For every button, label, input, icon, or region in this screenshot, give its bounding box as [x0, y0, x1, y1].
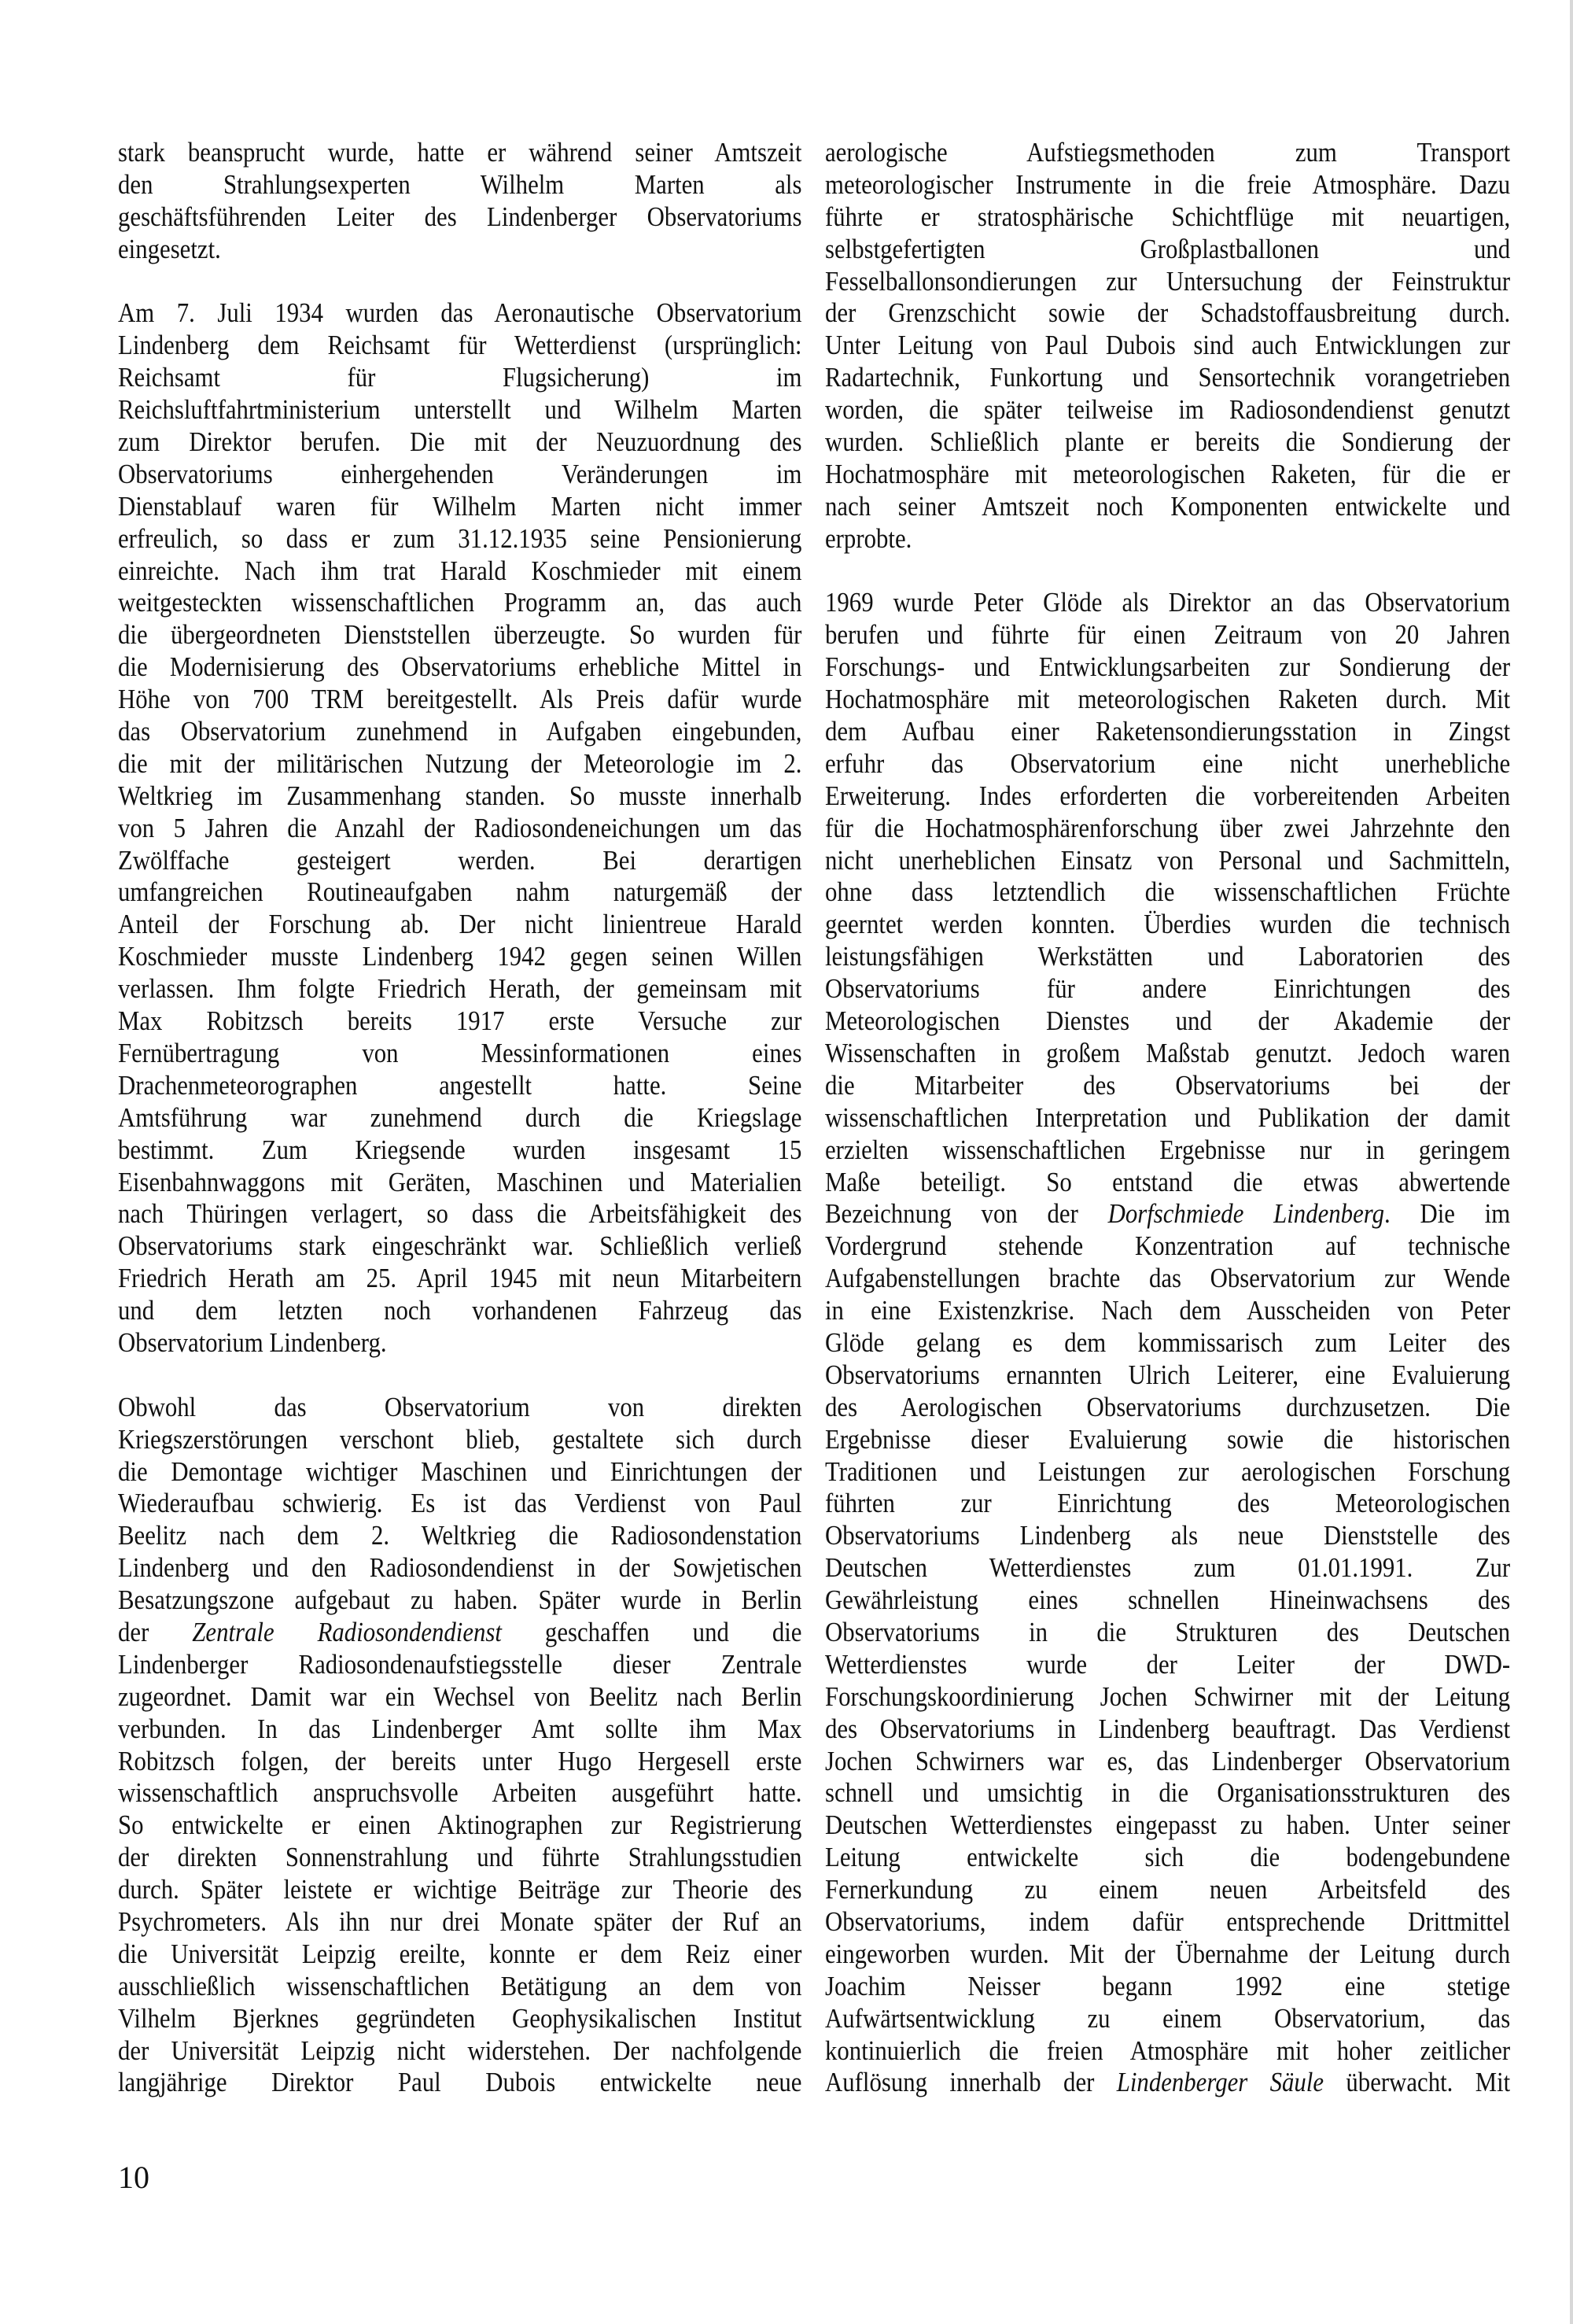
text-line: Lindenberger Radiosondenaufstiegsstelle dieser Zentrale: [118, 1648, 802, 1680]
text-line: für die Hochatmosphärenforschung über zwei Jahrzehnte den: [825, 812, 1511, 843]
text-line: leistungsfähigen Werkstätten und Laboratorien des: [825, 941, 1511, 972]
text-line: Dienstablauf waren für Wilhelm Marten nicht immer: [118, 490, 802, 522]
text-line: in eine Existenzkrise. Nach dem Ausscheiden von Peter: [825, 1295, 1511, 1326]
text-line: Aufwärtsentwicklung zu einem Observatorium, das: [825, 2002, 1511, 2034]
text-line: Observatoriums, indem dafür entsprechende Drittmittel: [825, 1905, 1511, 1937]
text-line: kontinuierlich die freien Atmosphäre mit hoher zeitlicher: [825, 2034, 1511, 2066]
text-line: Lindenberg dem Reichsamt für Wetterdienst (ursprünglich:: [118, 330, 802, 361]
text-line: selbstgefertigten Großplastballonen und: [825, 233, 1511, 264]
text-line: 1969 wurde Peter Glöde als Direktor an das Observatorium: [825, 587, 1511, 618]
paragraph: [118, 137, 801, 266]
page-number: 10: [118, 2160, 149, 2195]
text-line: stark beansprucht wurde, hatte er während seiner Amtszeit: [118, 137, 802, 168]
text-line: des Aerologischen Observatoriums durchzusetzen. Die: [825, 1391, 1511, 1422]
text-line: Psychrometers. Als ihn nur drei Monate später der Ruf an: [118, 1905, 802, 1937]
text-line: erzielten wissenschaftlichen Ergebnisse nur in geringem: [825, 1134, 1511, 1165]
text-line: der direkten Sonnenstrahlung und führte Strahlungsstudien: [118, 1842, 802, 1873]
text-line: Fernerkundung zu einem neuen Arbeitsfeld des: [825, 1874, 1511, 1905]
text-line: Hochatmosphäre mit meteorologischen Raketen, für die er: [825, 458, 1511, 489]
text-line: Jochen Schwirners war es, das Lindenberger Observatorium: [825, 1745, 1511, 1776]
text-line: Gewährleistung eines schnellen Hineinwachsens des: [825, 1584, 1511, 1616]
text-line: Deutschen Wetterdienstes eingepasst zu haben. Unter seiner: [825, 1809, 1511, 1841]
text-line: geschäftsführenden Leiter des Lindenberger Observatoriums: [118, 201, 802, 232]
text-line: führte er stratosphärische Schichtflüge mit neuartigen,: [825, 201, 1511, 232]
text-line: Leitung entwickelte sich die bodengebundene: [825, 1842, 1511, 1873]
text-line: der Universität Leipzig nicht widerstehen. Der nachfolgende: [118, 2034, 802, 2066]
text-line: Observatoriums stark eingeschränkt war. Schließlich verließ: [118, 1230, 802, 1262]
text-line: des Observatoriums in Lindenberg beauftragt. Das Verdienst: [825, 1713, 1511, 1744]
text-line: die Mitarbeiter des Observatoriums bei der: [825, 1069, 1511, 1101]
text-line: Eisenbahnwaggons mit Geräten, Maschinen und Materialien: [118, 1166, 802, 1197]
text-line: eingeworben wurden. Mit der Übernahme der Leitung durch: [825, 1938, 1511, 1969]
paragraph: [118, 1392, 801, 2100]
text-line: den Strahlungsexperten Wilhelm Marten als: [118, 168, 802, 200]
text-line: Wetterdienstes wurde der Leiter der DWD-: [825, 1648, 1511, 1680]
text-segment: der: [118, 1616, 193, 1647]
text-line: Observatoriums einhergehenden Veränderungen im: [118, 458, 802, 489]
text-line: eingesetzt.: [118, 233, 221, 264]
text-segment: Bezeichnung von der: [825, 1198, 1108, 1230]
text-line: einreichte. Nach ihm trat Harald Koschmieder mit einem: [118, 555, 802, 586]
text-line: ausschließlich wissenschaftlichen Betätigung an dem von: [118, 1970, 802, 2001]
text-line: führten zur Einrichtung des Meteorologischen: [825, 1488, 1511, 1519]
text-line: Forschungs- und Entwicklungsarbeiten zur Sondierung der: [825, 651, 1511, 683]
text-line: Observatorium Lindenberg.: [118, 1326, 387, 1358]
text-line: Max Robitzsch bereits 1917 erste Versuche zur: [118, 1005, 802, 1037]
text-line: verbunden. In das Lindenberger Amt sollte ihm Max: [118, 1713, 802, 1744]
text-line: Ergebnisse dieser Evaluierung sowie die historischen: [825, 1423, 1511, 1455]
text-line: Fesselballonsondierungen zur Untersuchung der Feinstruktur: [825, 265, 1511, 297]
text-line: dem Aufbau einer Raketensondierungsstation in Zingst: [825, 716, 1511, 747]
text-line: Radartechnik, Funkortung und Sensortechnik vorangetrieben: [825, 362, 1511, 393]
text-segment: überwacht. Mit: [1324, 2067, 1511, 2098]
text-line: die mit der militärischen Nutzung der Meteorologie im 2.: [118, 747, 802, 779]
text-column-right: [825, 137, 1510, 2131]
text-line: Wissenschaften in großem Maßstab genutzt. Jedoch waren: [825, 1037, 1511, 1068]
text-line: Kriegszerstörungen verschont blieb, gestaltete sich durch: [118, 1423, 802, 1455]
text-line: Joachim Neisser begann 1992 eine stetige: [825, 1970, 1511, 2001]
text-line: langjährige Direktor Paul Dubois entwickelte neue: [118, 2067, 802, 2098]
text-line: Reichsluftfahrtministerium unterstellt und Wilhelm Marten: [118, 394, 802, 426]
text-line: Drachenmeteorographen angestellt hatte. Seine: [118, 1069, 802, 1101]
text-line: umfangreichen Routineaufgaben nahm naturgemäß der: [118, 876, 802, 908]
text-line: Observatoriums in die Strukturen des Deutschen: [825, 1616, 1511, 1647]
text-line: die Modernisierung des Observatoriums erhebliche Mittel in: [118, 651, 802, 683]
text-segment: . Die im: [1383, 1198, 1511, 1230]
text-line: Observatoriums für andere Einrichtungen des: [825, 973, 1511, 1005]
text-line: Friedrich Herath am 25. April 1945 mit neun Mitarbeitern: [118, 1263, 802, 1294]
text-line: erfuhr das Observatorium eine nicht unerhebliche: [825, 747, 1511, 779]
text-line: Meteorologischen Dienstes und der Akademie der: [825, 1005, 1511, 1037]
text-line: berufen und führte für einen Zeitraum von 20 Jahren: [825, 619, 1511, 651]
text-line: Unter Leitung von Paul Dubois sind auch Entwicklungen zur: [825, 330, 1511, 361]
text-line: Zwölffache gesteigert werden. Bei derartigen: [118, 844, 802, 876]
text-line: zum Direktor berufen. Die mit der Neuzuordnung des: [118, 426, 802, 458]
text-line: bestimmt. Zum Kriegsende wurden insgesamt 15: [118, 1134, 802, 1165]
text-line: wurden. Schließlich plante er bereits die Sondierung der: [825, 426, 1511, 458]
text-line: [825, 2067, 1510, 2099]
text-line: Erweiterung. Indes erforderten die vorbereitenden Arbeiten: [825, 780, 1511, 811]
text-line: ohne dass letztendlich die wissenschaftlichen Früchte: [825, 876, 1511, 908]
text-line: verlassen. Ihm folgte Friedrich Herath, der gemeinsam mit: [118, 973, 802, 1005]
text-line: nach Thüringen verlagert, so dass die Arbeitsfähigkeit des: [118, 1198, 802, 1230]
italic-term: Lindenberger Säule: [1116, 2067, 1324, 2098]
text-line: Maße beteiligt. So entstand die etwas abwertende: [825, 1166, 1511, 1197]
text-line: wissenschaftlich anspruchsvolle Arbeiten ausgeführt hatte.: [118, 1777, 802, 1809]
text-line: erfreulich, so dass er zum 31.12.1935 seine Pensionierung: [118, 522, 802, 554]
text-line: Vordergrund stehende Konzentration auf technische: [825, 1230, 1511, 1262]
text-line: weitgesteckten wissenschaftlichen Programm an, das auch: [118, 587, 802, 618]
text-line: zugeordnet. Damit war ein Wechsel von Beelitz nach Berlin: [118, 1680, 802, 1712]
text-line: worden, die später teilweise im Radiosondendienst genutzt: [825, 394, 1511, 426]
text-line: der Grenzschicht sowie der Schadstoffausbreitung durch.: [825, 297, 1511, 329]
text-line: und dem letzten noch vorhandenen Fahrzeug das: [118, 1295, 802, 1326]
text-line: Fernübertragung von Messinformationen eines: [118, 1037, 802, 1068]
text-line: Hochatmosphäre mit meteorologischen Raketen durch. Mit: [825, 684, 1511, 715]
text-line: wissenschaftlichen Interpretation und Publikation der damit: [825, 1101, 1511, 1133]
text-line: Koschmieder musste Lindenberg 1942 gegen seinen Willen: [118, 941, 802, 972]
italic-term: Dorfschmiede Lindenberg: [1107, 1198, 1384, 1230]
text-line: Observatoriums ernannten Ulrich Leiterer, eine Evaluierung: [825, 1359, 1511, 1390]
paragraph: [118, 297, 801, 1359]
text-line: die übergeordneten Dienststellen überzeugte. So wurden für: [118, 619, 802, 651]
text-line: Beelitz nach dem 2. Weltkrieg die Radiosondenstation: [118, 1520, 802, 1551]
text-line: Forschungskoordinierung Jochen Schwirner mit der Leitung: [825, 1680, 1511, 1712]
text-line: nicht unerheblichen Einsatz von Personal und Sachmitteln,: [825, 844, 1511, 876]
text-line: Besatzungszone aufgebaut zu haben. Später wurde in Berlin: [118, 1584, 802, 1616]
text-line: Vilhelm Bjerknes gegründeten Geophysikalischen Institut: [118, 2002, 802, 2034]
text-line: Weltkrieg im Zusammenhang standen. So musste innerhalb: [118, 780, 802, 811]
paragraph: [825, 587, 1510, 2099]
text-line: Aufgabenstellungen brachte das Observatorium zur Wende: [825, 1263, 1511, 1294]
text-line: nach seiner Amtszeit noch Komponenten entwickelte und: [825, 490, 1511, 522]
text-line: die Universität Leipzig ereilte, konnte er dem Reiz einer: [118, 1938, 802, 1969]
text-line: Traditionen und Leistungen zur aerologischen Forschung: [825, 1455, 1511, 1487]
text-line: Lindenberg und den Radiosondendienst in der Sowjetischen: [118, 1552, 802, 1584]
text-line: [825, 1198, 1510, 1230]
text-line: aerologische Aufstiegsmethoden zum Transport: [825, 137, 1511, 168]
text-line: Glöde gelang es dem kommissarisch zum Leiter des: [825, 1326, 1511, 1358]
text-line: die Demontage wichtiger Maschinen und Einrichtungen der: [118, 1455, 802, 1487]
text-segment: Auflösung innerhalb der: [825, 2067, 1117, 2098]
text-line: [118, 1617, 801, 1649]
text-line: Reichsamt für Flugsicherung) im: [118, 362, 802, 393]
italic-term: Zentrale Radiosondendienst: [192, 1616, 502, 1647]
text-line: das Observatorium zunehmend in Aufgaben eingebunden,: [118, 716, 802, 747]
text-line: Anteil der Forschung ab. Der nicht linientreue Harald: [118, 909, 802, 940]
paragraph: [825, 137, 1510, 555]
text-line: Höhe von 700 TRM bereitgestellt. Als Preis dafür wurde: [118, 684, 802, 715]
text-line: meteorologischer Instrumente in die freie Atmosphäre. Dazu: [825, 168, 1511, 200]
text-column-left: [118, 137, 801, 2131]
text-line: durch. Später leistete er wichtige Beiträge zur Theorie des: [118, 1874, 802, 1905]
text-segment: geschaffen und die: [501, 1616, 802, 1647]
text-line: Wiederaufbau schwierig. Es ist das Verdienst von Paul: [118, 1488, 802, 1519]
text-line: geerntet werden konnten. Überdies wurden die technisch: [825, 909, 1511, 940]
text-line: Robitzsch folgen, der bereits unter Hugo Hergesell erste: [118, 1745, 802, 1776]
text-line: von 5 Jahren die Anzahl der Radiosondeneichungen um das: [118, 812, 802, 843]
text-line: Deutschen Wetterdienstes zum 01.01.1991. Zur: [825, 1552, 1511, 1584]
text-line: Amtsführung war zunehmend durch die Kriegslage: [118, 1101, 802, 1133]
text-line: So entwickelte er einen Aktinographen zur Registrierung: [118, 1809, 802, 1841]
text-line: Obwohl das Observatorium von direkten: [118, 1391, 802, 1422]
text-line: Am 7. Juli 1934 wurden das Aeronautische Observatorium: [118, 297, 802, 329]
text-line: erprobte.: [825, 522, 912, 554]
text-line: schnell und umsichtig in die Organisationsstrukturen des: [825, 1777, 1511, 1809]
scan-edge: [1570, 0, 1573, 2324]
text-line: Observatoriums Lindenberg als neue Dienststelle des: [825, 1520, 1511, 1551]
